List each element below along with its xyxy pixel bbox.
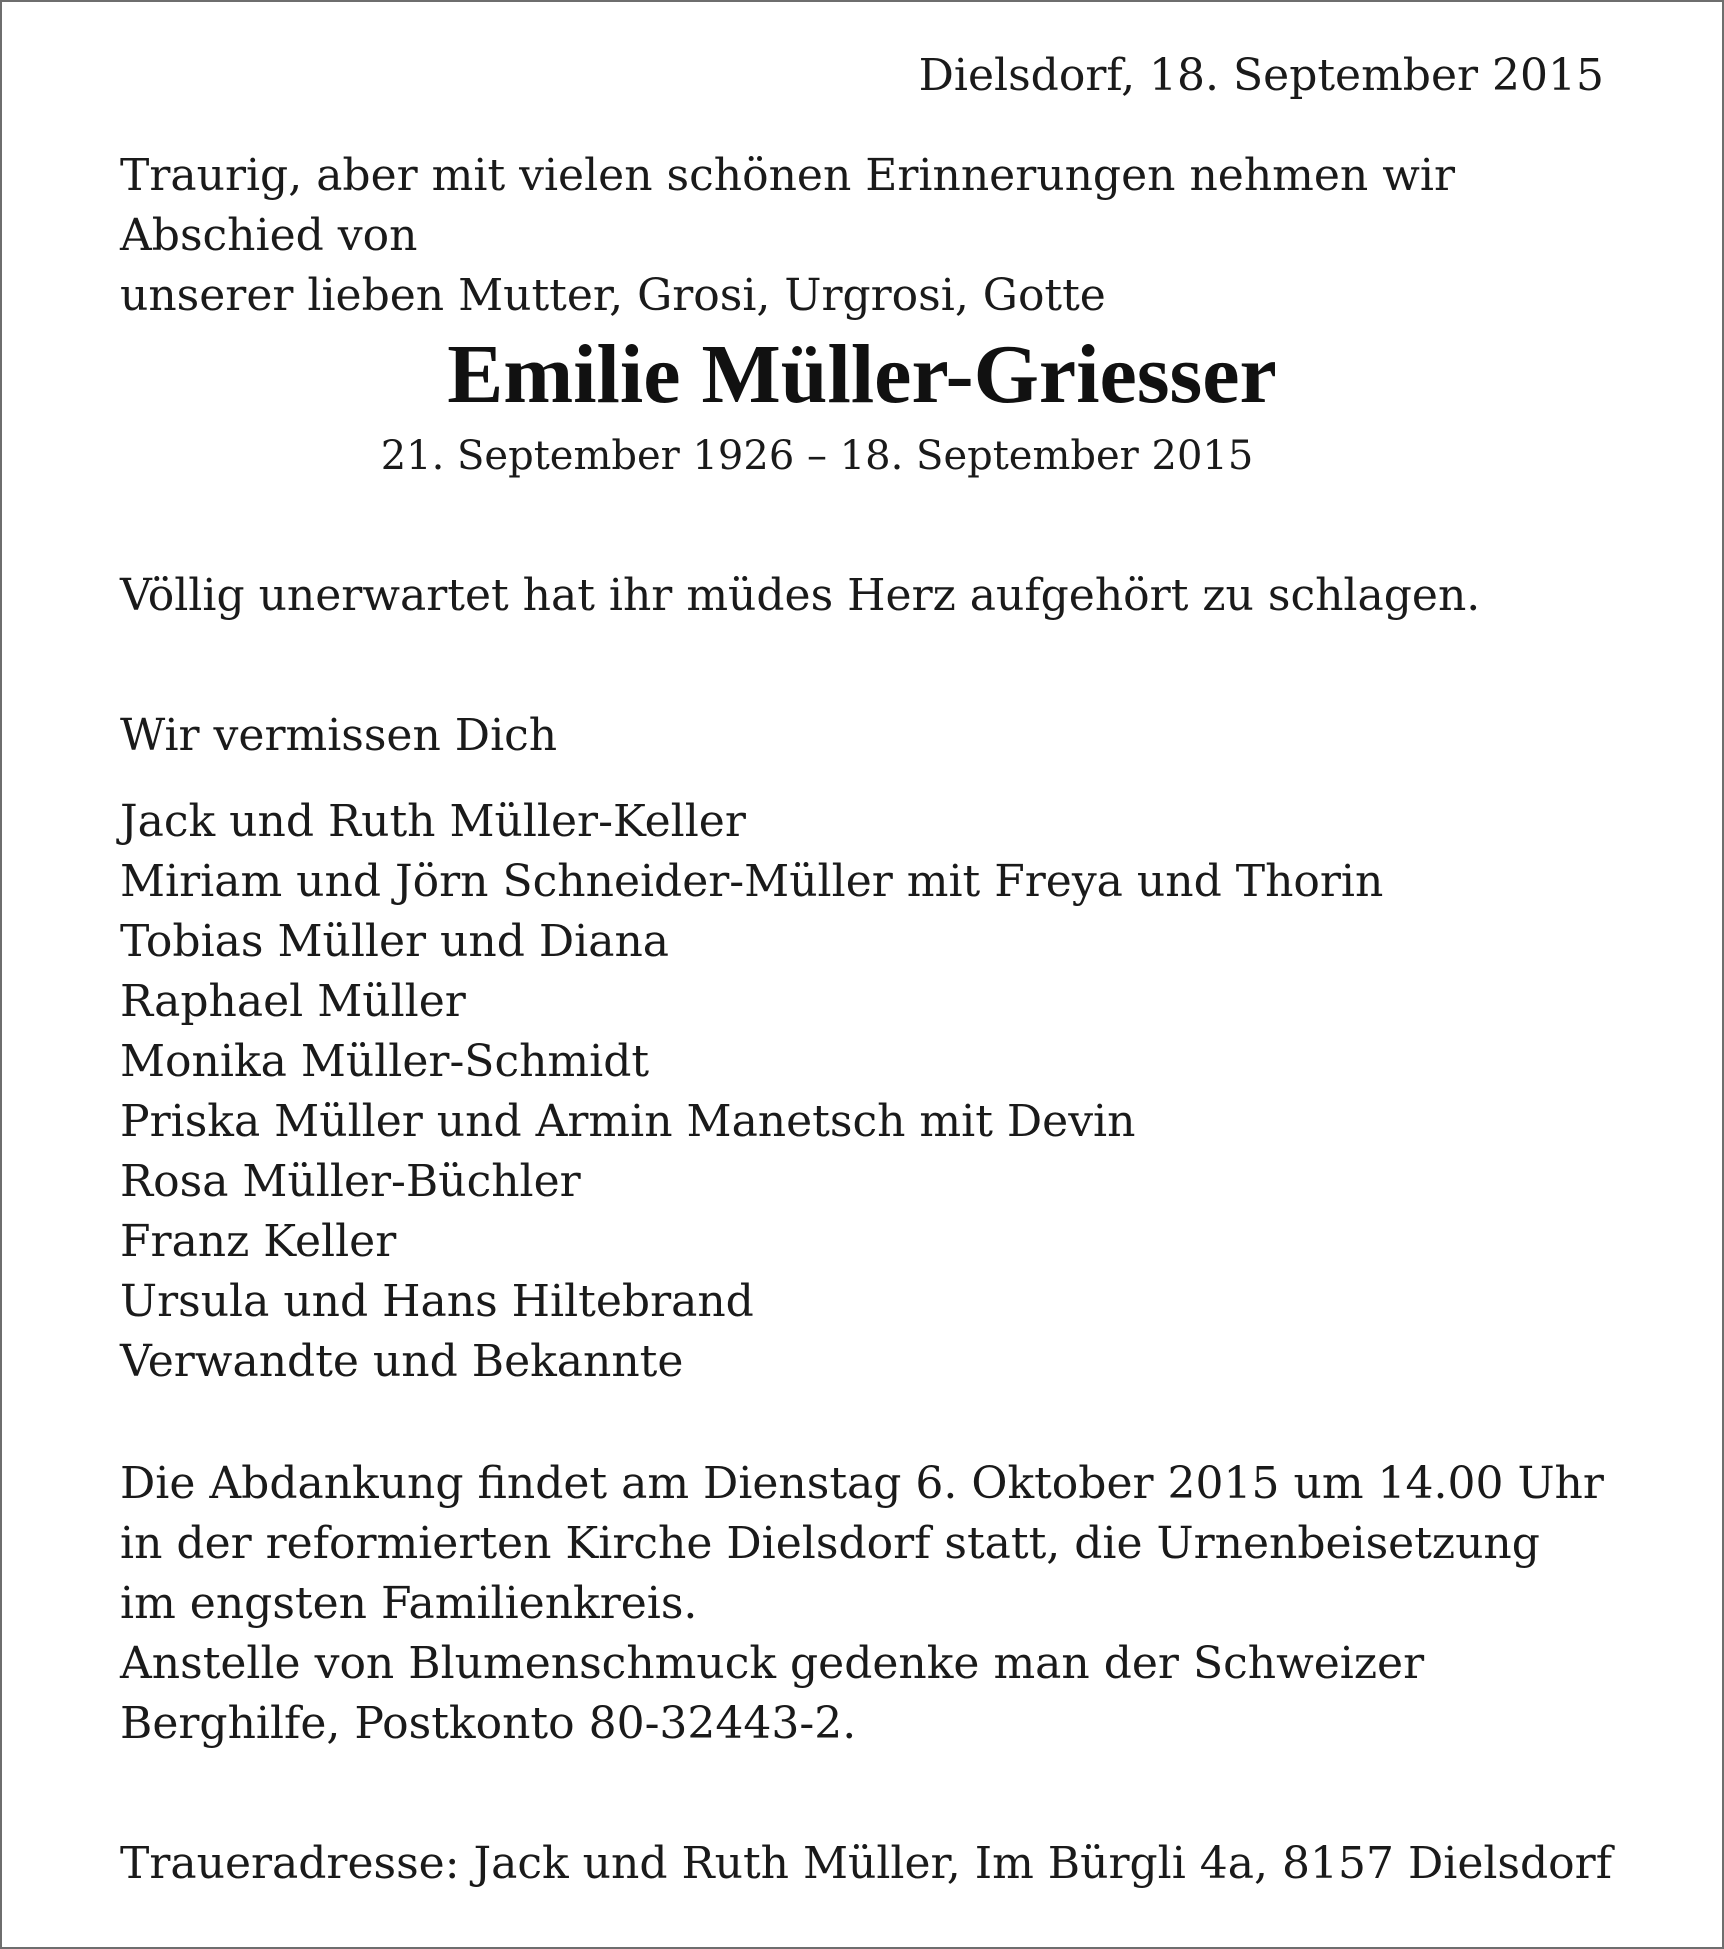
mourner-item: Verwandte und Bekannte [120, 1336, 684, 1387]
mourner-item: Monika Müller-Schmidt [120, 1036, 650, 1087]
deceased-name: Emilie Müller-Griesser [447, 328, 1277, 421]
mourner-item: Raphael Müller [120, 976, 466, 1027]
statement-text: Völlig unerwartet hat ihr müdes Herz aufgehört zu schlagen. [120, 570, 1481, 621]
mourner-item: Jack und Ruth Müller-Keller [120, 796, 746, 847]
miss-line: Wir vermissen Dich [120, 710, 558, 761]
intro-text [120, 146, 1610, 326]
lifespan-dates: 21. September 1926 – 18. September 2015 [380, 433, 1254, 479]
mourner-item: Franz Keller [120, 1216, 397, 1267]
mourner-item: Tobias Müller und Diana [120, 916, 670, 967]
service-line: Anstelle von Blumenschmuck gedenke man der Schweizer [120, 1638, 1425, 1689]
place-date: Dielsdorf, 18. September 2015 [918, 50, 1604, 101]
service-line: Berghilfe, Postkonto 80-32443-2. [120, 1698, 857, 1749]
intro-line-2: unserer lieben Mutter, Grosi, Urgrosi, Gotte [120, 270, 1106, 321]
mourners-list [120, 792, 1383, 1392]
mourner-item: Rosa Müller-Büchler [120, 1156, 581, 1207]
mourning-address: Traueradresse: Jack und Ruth Müller, Im Bürgli 4a, 8157 Dielsdorf [120, 1838, 1612, 1889]
mourner-item: Ursula und Hans Hiltebrand [120, 1276, 754, 1327]
service-line: im engsten Familienkreis. [120, 1578, 698, 1629]
intro-line-1: Traurig, aber mit vielen schönen Erinnerungen nehmen wir Abschied von [120, 150, 1456, 261]
service-details [120, 1454, 1604, 1754]
mourner-item: Priska Müller und Armin Manetsch mit Devin [120, 1096, 1136, 1147]
service-line: in der reformierten Kirche Dielsdorf statt, die Urnenbeisetzung [120, 1518, 1540, 1569]
mourner-item: Miriam und Jörn Schneider-Müller mit Freya und Thorin [120, 856, 1384, 907]
service-line: Die Abdankung findet am Dienstag 6. Oktober 2015 um 14.00 Uhr [120, 1458, 1604, 1509]
